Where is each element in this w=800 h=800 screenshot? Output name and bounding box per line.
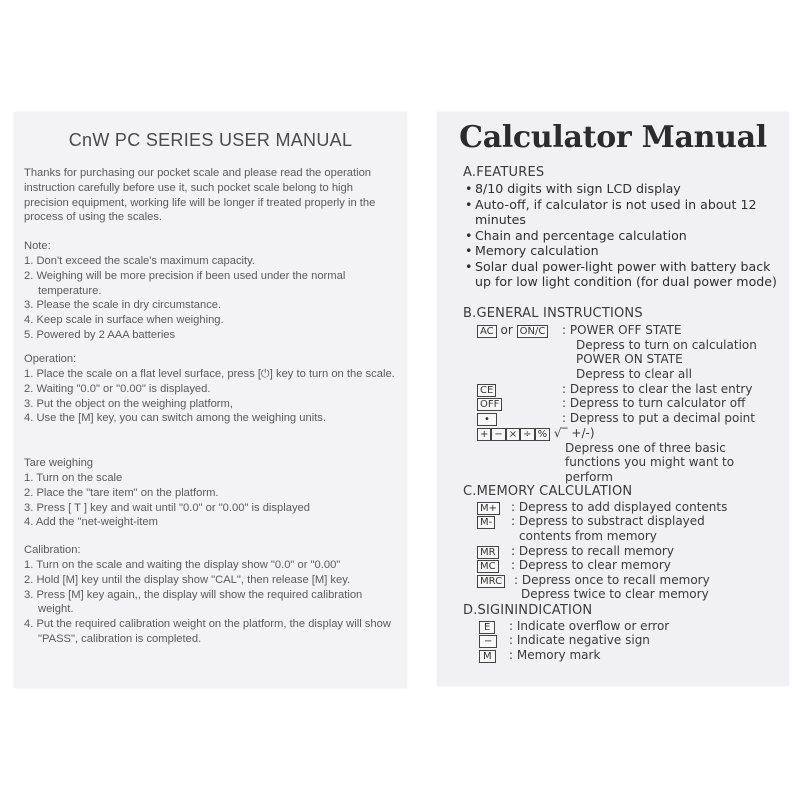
operator-keys-row xyxy=(477,426,595,441)
list-item: 1. Turn on the scale xyxy=(24,472,123,484)
op-desc-1: Depress one of three basic xyxy=(565,441,726,455)
list-item: 1. Place the scale on a flat level surface, press [⏻] key to turn on the scale. xyxy=(24,368,395,380)
intro-paragraph: Thanks for purchasing our pocket scale and please read the operation instruction carefully before use it, such pocket scale belong to high precision equipment, working life will be longer if treated properly in the process of using the scales. xyxy=(24,167,376,224)
list-item: 2. Place the "tare item" on the platform. xyxy=(24,486,219,499)
list-item: 3. Please the scale in dry circumstance. xyxy=(24,299,222,312)
mc-desc: : Depress to clear memory xyxy=(511,558,671,572)
multiply-key: × xyxy=(506,428,520,441)
m-row xyxy=(479,648,496,663)
operation-list xyxy=(24,367,396,426)
mc-key: MC xyxy=(477,560,499,573)
dot-row xyxy=(477,411,497,426)
mr-key: MR xyxy=(477,546,499,559)
features-heading: A.FEATURES xyxy=(463,165,545,180)
mr-row xyxy=(477,544,499,559)
e-row xyxy=(479,619,495,634)
list-item: 3. Press [M] key again,, the display will show the required calibration weight. xyxy=(24,588,363,616)
ce-desc: : Depress to clear the last entry xyxy=(562,382,753,396)
e-key: E xyxy=(479,621,495,634)
list-item: 2. Waiting "0.0" or "0.00" is displayed. xyxy=(24,382,211,395)
e-desc: : Indicate overflow or error xyxy=(509,619,670,633)
mc-row xyxy=(477,558,499,573)
memory-heading: C.MEMORY CALCULATION xyxy=(463,484,633,499)
list-item: 3. Put the object on the weighing platform, xyxy=(24,397,233,410)
list-item: • Solar dual power-light power with battery back up for low light condition (for dual power mode) xyxy=(463,259,783,290)
dot-desc: : Depress to put a decimal point xyxy=(562,411,755,425)
ac-desc-4: Depress to clear all xyxy=(576,367,692,381)
ac-key: AC xyxy=(477,325,497,338)
sign-heading: D.SIGININDICATION xyxy=(463,603,593,618)
tare-list xyxy=(24,471,396,530)
m-minus-row xyxy=(477,514,495,529)
general-heading: B.GENERAL INSTRUCTIONS xyxy=(463,306,643,321)
neg-desc: : Indicate negative sign xyxy=(509,633,650,647)
mrc-key: MRC xyxy=(477,575,505,588)
m-plus-row xyxy=(477,500,500,515)
list-item: 3. Press [ T ] key and wait until "0.0" or "0.00" is displayed xyxy=(24,501,310,514)
tare-heading: Tare weighing xyxy=(24,457,94,469)
list-item: 1. Turn on the scale and waiting the display show "0.0" or "0.00" xyxy=(24,559,341,571)
list-item: 2. Hold [M] key until the display show "CAL", then release [M] key. xyxy=(24,573,351,586)
list-item: 4. Put the required calibration weight on the platform, the display will show "PASS", calibration is completed. xyxy=(24,618,391,645)
calibration-heading: Calibration: xyxy=(24,544,81,556)
ac-desc-3: POWER ON STATE xyxy=(576,352,683,366)
list-item: 2. Weighing will be more precision if been used under the normal temperature. xyxy=(24,269,346,297)
sqrt-icon: √‾ xyxy=(553,426,568,440)
m-minus-key: M- xyxy=(477,516,495,529)
calculator-manual-card xyxy=(437,112,789,686)
operator-suffix: +/-) xyxy=(571,426,595,440)
m-plus-key: M+ xyxy=(477,502,500,515)
mr-desc: : Depress to recall memory xyxy=(511,544,674,558)
calibration-list xyxy=(24,558,396,647)
list-item: 4. Keep scale in surface when weighing. xyxy=(24,314,224,327)
m-minus-desc: : Depress to substract displayed xyxy=(511,514,705,528)
list-item: 4. Use the [M] key, you can switch among the weighing units. xyxy=(24,412,327,425)
list-item: • Memory calculation xyxy=(463,243,783,259)
neg-key: − xyxy=(479,635,497,648)
list-item: 5. Powered by 2 AAA batteries xyxy=(24,328,176,341)
divide-key: ÷ xyxy=(520,428,534,441)
m-minus-desc-2: contents from memory xyxy=(519,529,657,543)
or-text: or xyxy=(500,323,513,337)
operation-heading: Operation: xyxy=(24,353,77,365)
list-item: 1. Don't exceed the scale's maximum capacity. xyxy=(24,255,256,267)
off-desc: : Depress to turn calculator off xyxy=(562,396,746,410)
percent-key: % xyxy=(535,428,551,441)
mrc-desc: : Depress once to recall memory xyxy=(514,573,710,587)
off-row xyxy=(477,396,502,411)
m-key: M xyxy=(479,650,496,663)
ac-onc-row xyxy=(477,323,548,338)
ce-key: CE xyxy=(477,384,496,397)
neg-row xyxy=(479,633,497,648)
m-desc: : Memory mark xyxy=(509,648,601,662)
op-desc-3: perform xyxy=(565,470,613,484)
dot-key: • xyxy=(477,413,497,426)
mrc-row xyxy=(477,573,505,588)
minus-key: − xyxy=(491,428,505,441)
ac-desc-2: Depress to turn on calculation xyxy=(576,338,757,352)
list-item: • Chain and percentage calculation xyxy=(463,228,783,244)
note-heading: Note: xyxy=(24,240,51,252)
scale-manual-card xyxy=(14,112,407,688)
ce-row xyxy=(477,382,496,397)
calculator-manual-title: Calculator Manual xyxy=(459,120,767,155)
ac-desc-1: : POWER OFF STATE xyxy=(562,323,682,337)
mrc-desc-2: Depress twice to clear memory xyxy=(521,587,709,601)
off-key: OFF xyxy=(477,398,502,411)
m-plus-desc: : Depress to add displayed contents xyxy=(511,500,728,514)
features-list xyxy=(463,181,783,290)
plus-key: + xyxy=(477,428,491,441)
list-item: 4. Add the "net-weight-item xyxy=(24,516,158,529)
note-list xyxy=(24,254,396,343)
list-item: • 8/10 digits with sign LCD display xyxy=(463,181,783,197)
list-item: • Auto-off, if calculator is not used in about 12 minutes xyxy=(463,197,783,228)
onc-key: ON/C xyxy=(517,325,549,338)
scale-manual-title: CnW PC SERIES USER MANUAL xyxy=(68,130,353,150)
op-desc-2: functions you might want to xyxy=(565,455,735,469)
